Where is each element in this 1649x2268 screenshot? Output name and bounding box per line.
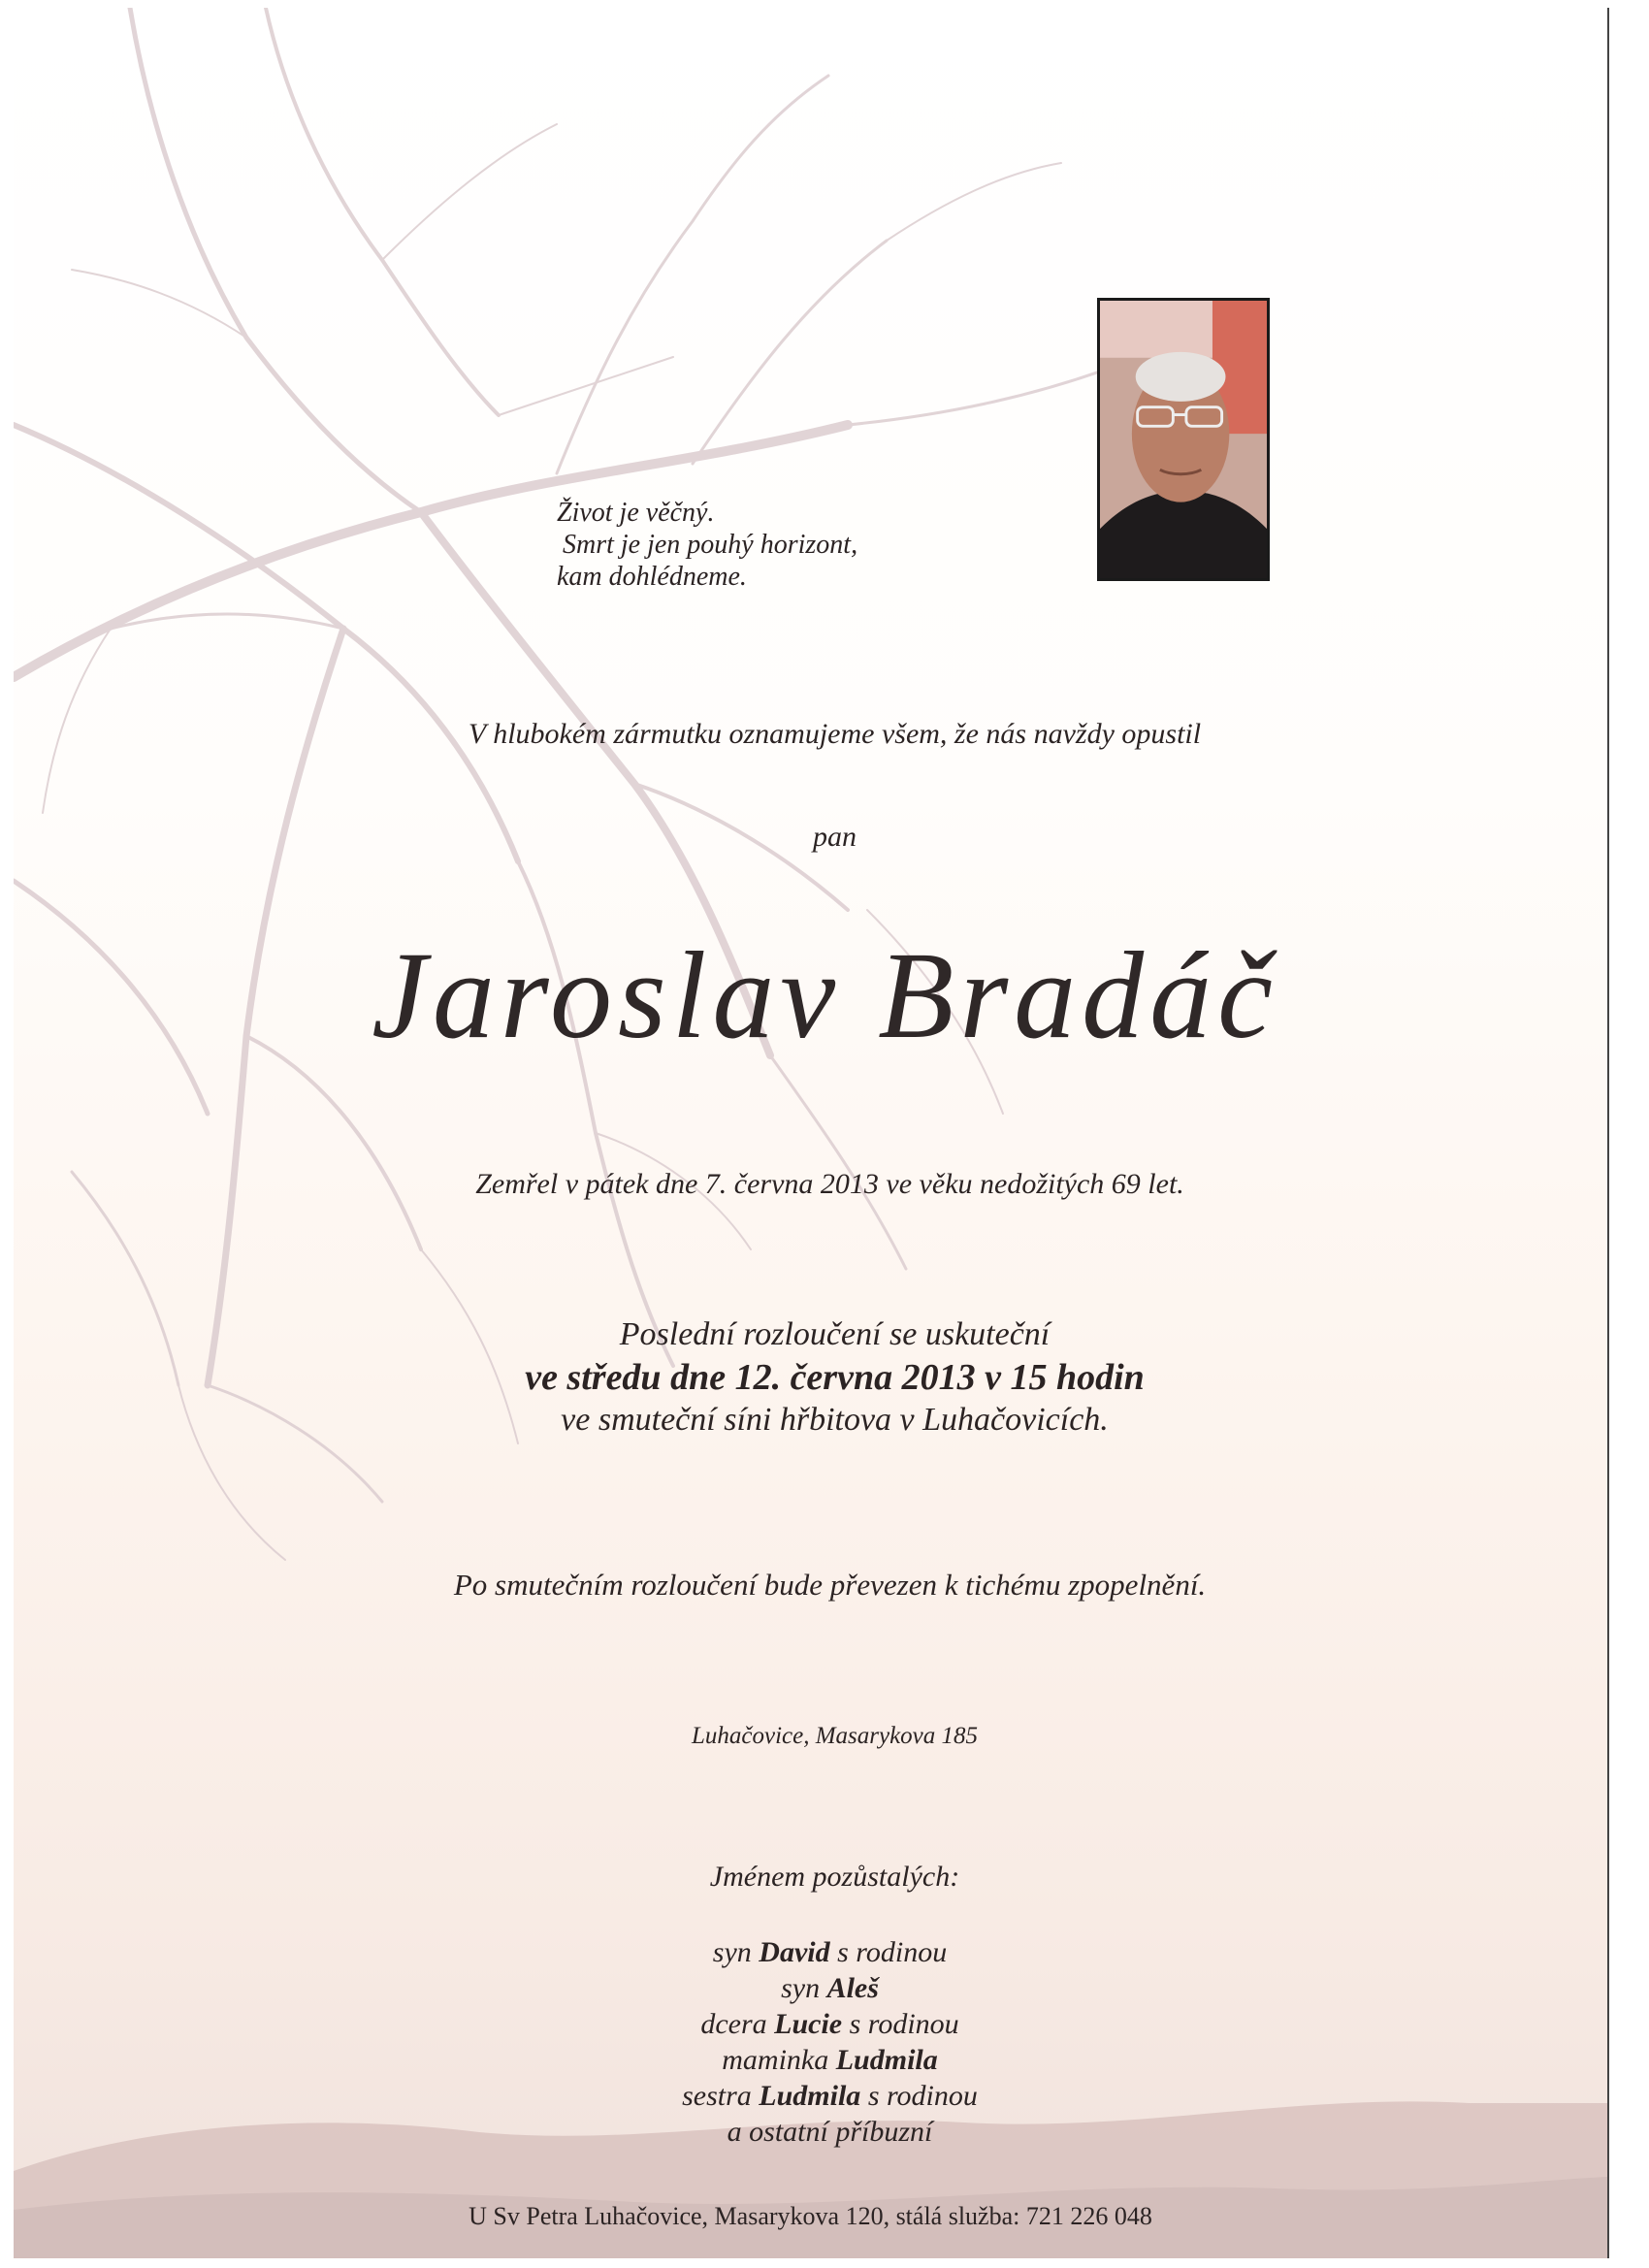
- survivors-title: Jménem pozůstalých:: [709, 1861, 960, 1893]
- tree-branches-background: [14, 8, 1607, 2258]
- farewell-line-1: Poslední rozloučení se uskuteční: [619, 1316, 1051, 1352]
- survivors-closing: a ostatní příbuzní: [727, 2116, 933, 2148]
- survivor-item: dcera Lucie s rodinou: [700, 2008, 959, 2040]
- family-address: Luhačovice, Masarykova 185: [691, 1723, 979, 1749]
- quote-block: [557, 497, 964, 593]
- quote-line-2: Smrt je jen pouhý horizont,: [563, 530, 858, 560]
- survivors-list: [33, 1934, 1609, 2150]
- farewell-date: ve středu dne 12. června 2013 v 15 hodin: [525, 1357, 1145, 1398]
- death-date-text: Zemřel v pátek dne 7. června 2013 ve věku nedožitých 69 let.: [475, 1168, 1184, 1200]
- announcement-title: pan: [813, 821, 857, 853]
- announcement-intro: V hlubokém zármutku oznamujeme všem, že nás navždy opustil: [468, 718, 1202, 750]
- survivor-item: maminka Ludmila: [722, 2044, 938, 2076]
- farewell-block: [38, 1313, 1609, 1442]
- funeral-service-footer: U Sv Petra Luhačovice, Masarykova 120, stálá služba: 721 226 048: [469, 2202, 1152, 2230]
- quote-line-3: kam dohlédneme.: [557, 562, 747, 592]
- survivor-item: syn David s rodinou: [712, 1936, 948, 1968]
- deceased-name: Jaroslav Bradáč: [372, 926, 1278, 1064]
- portrait-image: [1100, 301, 1267, 578]
- portrait-photo: [1097, 298, 1270, 581]
- survivor-item: syn Aleš: [781, 1972, 879, 2004]
- survivor-item: sestra Ludmila s rodinou: [682, 2080, 978, 2112]
- farewell-place: ve smuteční síni hřbitova v Luhačovicích.: [561, 1402, 1109, 1438]
- quote-line-1: Život je věčný.: [557, 498, 715, 528]
- obituary-sheet: [14, 8, 1609, 2258]
- cremation-text: Po smutečním rozloučení bude převezen k tichému zpopelnění.: [453, 1568, 1207, 1602]
